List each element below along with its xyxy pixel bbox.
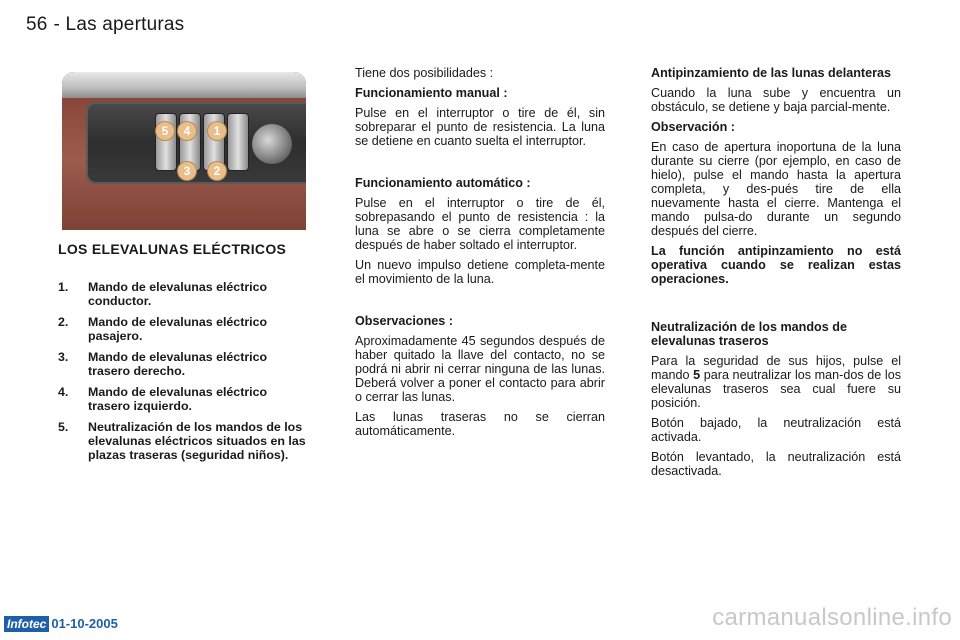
manual-text: Pulse en el interruptor o tire de él, sin sobreparar el punto de resistencia. La luna se detiene en cuanto suelta el interruptor. bbox=[355, 106, 605, 148]
photo-badge: 5 bbox=[156, 122, 174, 140]
observation-heading: Observación : bbox=[651, 120, 735, 134]
anti-pinch-text: Cuando la luna sube y encuentra un obstáculo, se detiene y baja parcial-mente. bbox=[651, 86, 901, 114]
footer bbox=[4, 616, 118, 632]
infotec-logo: Infotec bbox=[4, 616, 49, 632]
section-title: LOS ELEVALUNAS ELÉCTRICOS bbox=[58, 241, 287, 257]
observations-text-2: Las lunas traseras no se cierran automáticamente. bbox=[355, 410, 605, 438]
page-number: 56 bbox=[26, 14, 48, 35]
auto-text: Pulse en el interruptor o tire de él, sobrepasando el punto de resistencia : la luna se abre o se cierra completamente después de haber soltado el interruptor. bbox=[355, 196, 605, 252]
neutralization-text-2: Botón bajado, la neutralización está activada. bbox=[651, 416, 901, 444]
footer-date: 01-10-2005 bbox=[51, 616, 118, 631]
photo-badge: 1 bbox=[208, 122, 226, 140]
neutralization-heading: Neutralización de los mandos de elevalunas traseros bbox=[651, 320, 847, 348]
list-item: 2. Mando de elevalunas eléctrico pasajero. bbox=[58, 315, 268, 343]
list-item: 4. Mando de elevalunas eléctrico trasero izquierdo. bbox=[58, 385, 268, 413]
anti-pinch-heading: Antipinzamiento de las lunas delanteras bbox=[651, 66, 892, 80]
middle-column bbox=[355, 66, 605, 444]
photo-badge: 4 bbox=[178, 122, 196, 140]
door-trim-strip bbox=[62, 72, 306, 98]
numbered-list bbox=[58, 280, 310, 469]
neutralization-text-3: Botón levantado, la neutralización está desactivada. bbox=[651, 450, 901, 478]
photo-badge: 3 bbox=[178, 162, 196, 180]
neutralization-text: Para la seguridad de sus hijos, pulse el mando 5 para neutralizar los man-dos de los elevalunas traseros sea cual fuere su posición. bbox=[651, 354, 901, 410]
auto-heading: Funcionamiento automático : bbox=[355, 176, 531, 190]
list-item: 1. Mando de elevalunas eléctrico conductor. bbox=[58, 280, 268, 308]
observation-warning: La función antipinzamiento no está operativa cuando se realizan estas operaciones. bbox=[651, 244, 901, 286]
intro-text: Tiene dos posibilidades : bbox=[355, 66, 494, 80]
observations-heading: Observaciones : bbox=[355, 314, 453, 328]
right-column bbox=[651, 66, 901, 484]
list-item: 5. Neutralización de los mandos de los elevalunas eléctricos situados en las plazas traseras (seguridad niños). bbox=[58, 420, 306, 462]
watermark: carmanualsonline.info bbox=[712, 604, 952, 631]
manual-heading: Funcionamiento manual : bbox=[355, 86, 508, 100]
photo-badge: 2 bbox=[208, 162, 226, 180]
page-title: - Las aperturas bbox=[53, 14, 185, 35]
switch-driver bbox=[228, 114, 248, 170]
page-header bbox=[26, 14, 184, 36]
observation-text: En caso de apertura inoportuna de la luna durante su cierre (por ejemplo, en caso de hielo), pulse el mando hasta la apertura completa, y des-pués tire de ella nuevamente hasta el cierre. Mantenga el mando pulsa-do durante un segundo después del cierre. bbox=[651, 140, 901, 238]
mirror-knob bbox=[252, 124, 292, 164]
list-item: 3. Mando de elevalunas eléctrico trasero derecho. bbox=[58, 350, 268, 378]
observations-text: Aproximadamente 45 segundos después de haber quitado la llave del contacto, no se podrá ni abrir ni cerrar ninguna de las lunas. Deberá volver a poner el contacto para abrir o cerrar las lunas. bbox=[355, 334, 605, 404]
auto-text-2: Un nuevo impulso detiene completa-mente el movimiento de la luna. bbox=[355, 258, 605, 286]
window-switch-photo bbox=[62, 72, 306, 230]
